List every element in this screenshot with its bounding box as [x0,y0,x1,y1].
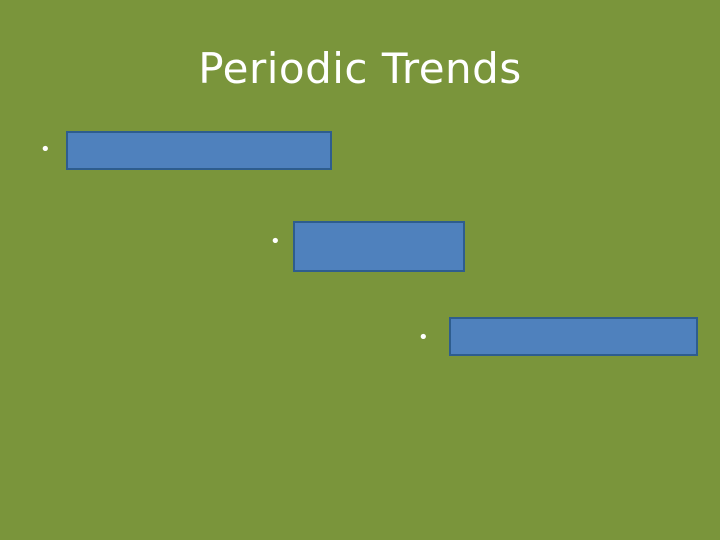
bullet-highlight-box [449,317,698,356]
bullet-item [270,221,465,259]
bullet-highlight-box [66,131,332,170]
bullet-item [418,317,699,355]
bullet-highlight-box [293,221,465,272]
bullet-item [40,131,332,169]
bullet-dot-icon: • [418,327,429,348]
slide-title: Periodic Trends [198,44,522,93]
bullet-dot-icon: • [40,139,51,160]
bullet-dot-icon: • [270,231,281,252]
